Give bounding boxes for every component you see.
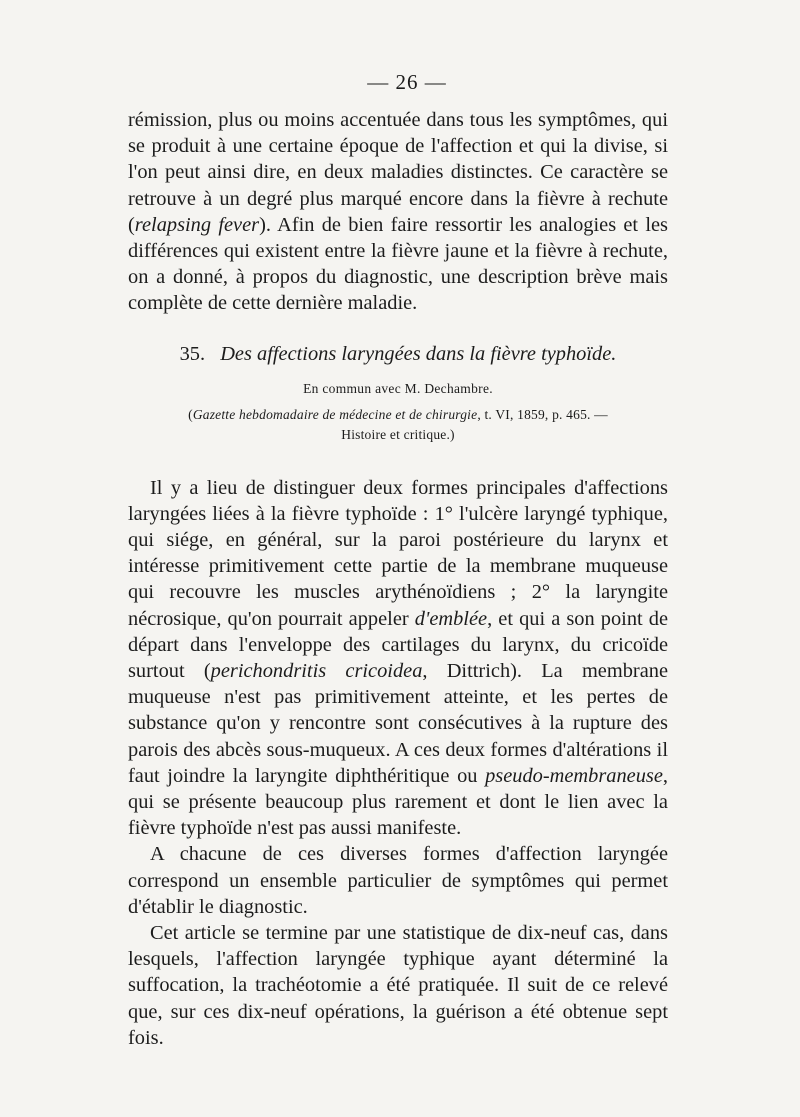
section-number: 35. [179,342,206,365]
article-body [128,475,668,1051]
collaboration-note: En commun avec M. Dechambre. [303,380,493,396]
section-heading [128,341,668,367]
p1-part1: Il y a lieu de distinguer deux formes principales d'affections laryngées liées à la fièvre typhoïde : 1° l'ulcère laryngé typhique, qui siége, en général, sur la paroi postérieure du larynx et intéresse primitivement cette partie de la membrane muqueuse qui recouvre les muscles arythénoïdiens ; 2° la laryngite nécrosique, qu'on pourrait appeler [128,476,668,630]
body-paragraph-1 [128,475,668,842]
source-rest: , t. VI, 1859, p. 465. — [477,406,608,422]
page-number: — 26 — [367,70,447,94]
p1-part3: , Dittrich). La membrane muqueuse n'est pas primitivement atteinte, et les pertes de substance qu'on y rencontre sont consécutives à la rupture des parois des abcès sous-muqueux. A ces deux formes d'altérations il faut joindre la laryngite diphthéritique ou [128,660,668,787]
p1-part4: , qui se présente beaucoup plus rarement et dont le lien avec la fièvre typhoïde n'est pas aussi manifeste. [128,764,668,840]
intro-text-part2: ). Afin de bien faire ressortir les analogies et les différences qui existent entre la fièvre jaune et la fièvre à rechute, on a donné, à propos du diagnostic, une description brève mais complète de cette dernière maladie. [128,213,668,315]
body-paragraph-2: A chacune de ces diverses formes d'affection laryngée correspond un ensemble particulier de symptômes qui permet d'établir le diagnostic. [128,843,668,918]
source-journal: Gazette hebdomadaire de médecine et de chirurgie [192,406,478,422]
p1-italic1: d'emblée [414,607,488,630]
body-paragraph-3: Cet article se termine par une statistique de dix-neuf cas, dans lesquels, l'affection laryngée typhique ayant déterminé la suffocation, la trachéotomie a été pratiquée. Il suit de ce relevé que, sur ces dix-neuf opérations, la guérison a été obtenue sept fois. [128,922,668,1049]
document-page [128,70,668,1051]
section-title: Des affections laryngées dans la fièvre typhoïde. [220,342,617,365]
p1-italic3: pseudo-membraneuse [485,764,663,787]
intro-text-part1: rémission, plus ou moins accentuée dans tous les symptômes, qui se produit à une certaine époque de l'affection et qui la divise, si l'on peut ainsi dire, en deux maladies distinctes. Ce caractère se retrouve à un degré plus marqué encore dans la fièvre à rechute ( [128,109,668,236]
intro-paragraph [128,107,668,317]
p1-italic2: perichondritis cricoidea [210,660,423,683]
intro-italic-term: relapsing fever [134,213,260,236]
source-open: ( [188,406,193,422]
source-line2: Histoire et critique.) [341,426,455,442]
p1-part2: , et qui a son point de départ dans l'enveloppe des cartilages du larynx, du cricoïde surtout ( [128,607,669,683]
source-citation [128,405,668,445]
